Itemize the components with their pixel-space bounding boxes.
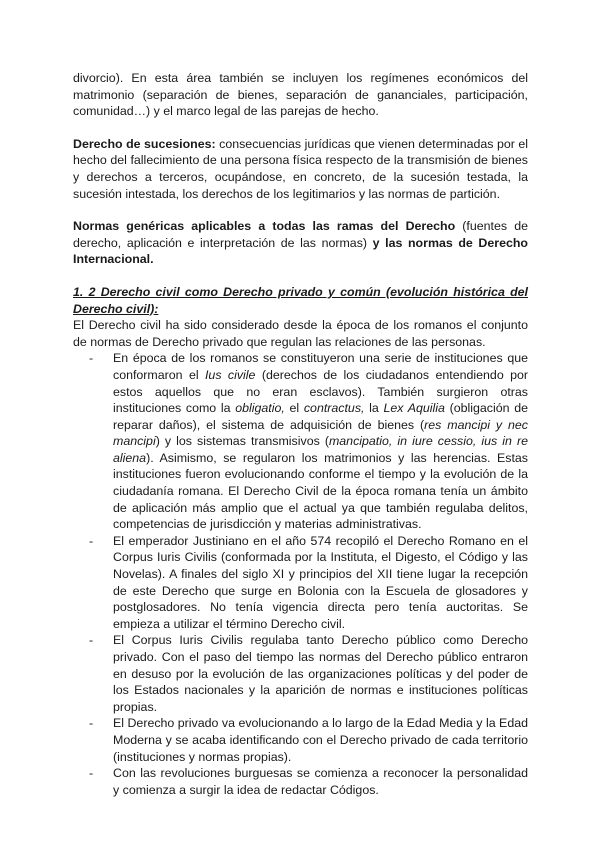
- dash-marker: -: [89, 716, 94, 731]
- normas-term-a: Normas genéricas aplicables a todas las ramas del Derecho: [73, 219, 456, 234]
- normas-paragraph: [73, 218, 528, 268]
- italic-term: contractus,: [303, 401, 365, 416]
- dash-marker: -: [89, 351, 94, 366]
- intro-paragraph: divorcio). En esta área también se incluyen los regímenes económicos del matrimonio (separación de bienes, separación de gananciales, participación, comunidad…) y el marco legal de las parejas de hecho.: [73, 71, 528, 119]
- bullet-text: ) y los sistemas transmisivos (: [155, 434, 329, 449]
- dash-marker: -: [89, 533, 94, 548]
- italic-term: Ius civile: [204, 367, 256, 382]
- sucesiones-term: Derecho de sucesiones:: [73, 136, 216, 151]
- normas-term-b: y las normas de Derecho Internacional.: [73, 235, 529, 267]
- list-item: [89, 715, 528, 765]
- list-item: [89, 765, 528, 798]
- bullet-text: (derechos de los ciudadanos entendiendo por estos aquellos que no eran esclavos). También surgieron otras instituciones como la: [113, 367, 528, 416]
- bullet-text: El Corpus Iuris Civilis regulaba tanto Derecho público como Derecho privado. Con el paso del tiempo las normas del Derecho público entraron en desuso por la evolución de las organizaciones políticas y del poder de los Estados nacionales y la aparición de normas e instituciones políticas propias.: [113, 633, 528, 714]
- list-item: [89, 533, 528, 633]
- bullet-text: (obligación de reparar daños), el sistema de adquisición de bienes (: [113, 401, 528, 432]
- dash-marker: -: [89, 766, 94, 781]
- spacer: [73, 202, 528, 218]
- sucesiones-paragraph: [73, 136, 528, 202]
- bullet-text: Con las revoluciones burguesas se comienza a reconocer la personalidad y comienza a surgir la idea de redactar Códigos.: [113, 766, 528, 797]
- normas-text: (fuentes de derecho, aplicación e interpretación de las normas): [73, 219, 528, 250]
- italic-term: res mancipi y nec mancipi: [113, 417, 528, 449]
- spacer: [73, 120, 528, 136]
- bullet-text: ). Asimismo, se regularon los matrimonios y las herencias. Estas instituciones fueron evolucionando conforme el tiempo y la evolución de la ciudadanía romana. El Derecho Civil de la época romana tenía un ámbito de aplicación más amplio que el actual ya que también regulaba delitos, competencias de jurisdicción y materias administrativas.: [113, 450, 528, 532]
- italic-term: mancipatio, in iure cessio, ius in re aliena: [113, 434, 528, 465]
- bullet-text: En época de los romanos se constituyeron una serie de instituciones que conformaron el: [113, 351, 528, 382]
- dash-marker: -: [89, 633, 94, 648]
- document-page: [73, 70, 528, 798]
- section-intro: El Derecho civil ha sido considerado desde la época de los romanos el conjunto de normas de Derecho privado que regulan las relaciones de las personas.: [73, 318, 528, 349]
- section-heading: 1. 2 Derecho civil como Derecho privado y común (evolución histórica del Derecho civil):: [73, 284, 528, 316]
- spacer: [73, 268, 528, 284]
- bullet-text: la: [364, 401, 384, 416]
- sucesiones-text: consecuencias jurídicas que vienen determinadas por el hecho del fallecimiento de una persona física respecto de la transmisión de bienes y derechos a terceros, ocupándose, en concreto, de la sucesión testada, la sucesión intestada, los derechos de los legitimarios y las normas de partición.: [73, 136, 528, 201]
- bullet-text: el: [284, 401, 304, 416]
- bullet-text: El emperador Justiniano en el año 574 recopiló el Derecho Romano en el Corpus Iuris Civilis (conformada por la Instituta, el Digesto, el Código y las Novelas). A finales del siglo XI y principios del XII tiene lugar la recepción de este Derecho que surge en Bolonia con la Escuela de glosadores y postglosadores. No tenía vigencia directa pero tenía auctoritas. Se empieza a utilizar el término Derecho civil.: [113, 533, 528, 631]
- italic-term: obligatio,: [235, 401, 285, 416]
- bullet-list: [73, 350, 528, 798]
- italic-term: Lex Aquilia: [383, 401, 445, 416]
- list-item: [89, 350, 528, 533]
- bullet-text: El Derecho privado va evolucionando a lo largo de la Edad Media y la Edad Moderna y se acaba identificando con el Derecho privado de cada territorio (instituciones y normas propias).: [113, 716, 528, 764]
- list-item: [89, 632, 528, 715]
